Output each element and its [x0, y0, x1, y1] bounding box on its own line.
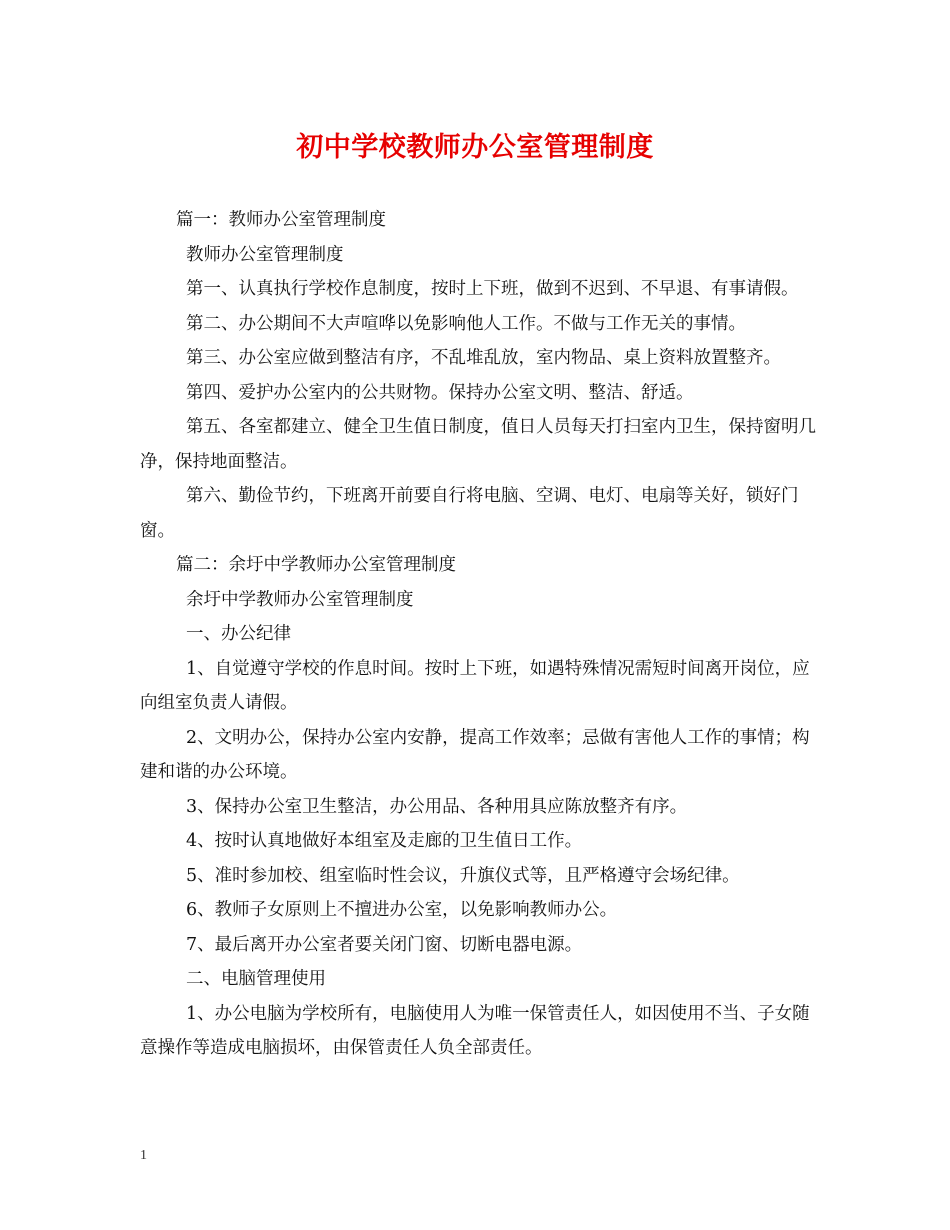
subsection-heading: 一、办公纪律: [186, 624, 291, 644]
list-item: 3、保持办公室卫生整洁，办公用品、各种用具应陈放整齐有序。: [186, 796, 688, 817]
section-heading-2: 篇二：余圩中学教师办公室管理制度: [176, 555, 456, 575]
paragraph: 第六、勤俭节约，下班离开前要自行将电脑、空调、电灯、电扇等关好，锁好门窗。: [140, 486, 799, 541]
page-number: 1: [140, 1148, 147, 1163]
list-item: 5、准时参加校、组室临时性会议，升旗仪式等，且严格遵守会场纪律。: [186, 865, 740, 886]
list-item: 4、按时认真地做好本组室及走廊的卫生值日工作。: [186, 831, 583, 851]
list-item: 6、教师子女原则上不擅进办公室，以免影响教师办公。: [186, 900, 618, 920]
document-body: [140, 203, 820, 1066]
list-item: 2、文明办公，保持办公室内安静，提高工作效率；忌做有害他人工作的事情；构建和谐的办公环境。: [140, 727, 810, 782]
subheading: 教师办公室管理制度: [186, 244, 344, 265]
document-title: 初中学校教师办公室管理制度: [296, 132, 654, 163]
list-item: 7、最后离开办公室者要关闭门窗、切断电器电源。: [186, 934, 583, 955]
paragraph: 第三、办公室应做到整洁有序，不乱堆乱放，室内物品、桌上资料放置整齐。: [186, 348, 781, 368]
paragraph: 第四、爱护办公室内的公共财物。保持办公室文明、整洁、舒适。: [186, 382, 694, 403]
list-item: 1、办公电脑为学校所有，电脑使用人为唯一保管责任人，如因使用不当、子女随意操作等造成电脑损坏，由保管责任人负全部责任。: [140, 1003, 810, 1058]
paragraph: 第二、办公期间不大声喧哗以免影响他人工作。不做与工作无关的事情。: [186, 313, 746, 334]
paragraph: 第五、各室都建立、健全卫生值日制度，值日人员每天打扫室内卫生，保持窗明几净，保持地面整洁。: [140, 417, 816, 472]
subheading: 余圩中学教师办公室管理制度: [186, 589, 414, 610]
list-item: 1、自觉遵守学校的作息时间。按时上下班，如遇特殊情况需短时间离开岗位，应向组室负责人请假。: [140, 658, 810, 713]
section-heading-1: 篇一：教师办公室管理制度: [176, 210, 386, 230]
subsection-heading: 二、电脑管理使用: [186, 969, 326, 989]
paragraph: 第一、认真执行学校作息制度，按时上下班，做到不迟到、不早退、有事请假。: [186, 279, 799, 299]
